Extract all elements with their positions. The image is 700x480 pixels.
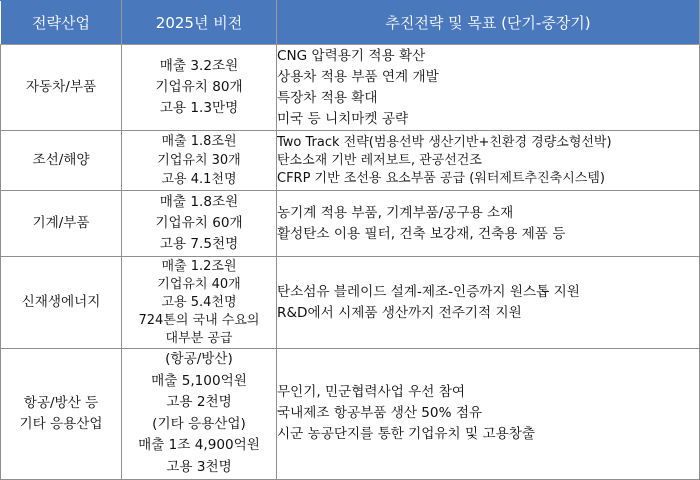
header-goals: 추진전략 및 목표 (단기-중장기)	[277, 1, 700, 45]
goal-line: R&D에서 시제품 생산까지 전주기적 지원	[277, 304, 522, 321]
goal-line: 특장차 적용 확대	[277, 89, 378, 106]
vision-line: 기업유치 60개	[155, 215, 243, 231]
goal-line: 상용차 적용 부품 연계 개발	[277, 68, 439, 85]
vision-line: 724톤의 국내 수요의	[138, 312, 260, 328]
goals-cell	[277, 131, 700, 191]
vision-cell	[122, 131, 277, 191]
vision-line: 고용 4.1천명	[161, 172, 237, 187]
vision-cell	[122, 349, 277, 480]
vision-line: 기업유치 30개	[157, 153, 241, 168]
table-row	[1, 131, 700, 191]
vision-cell	[122, 257, 277, 349]
table-row	[1, 191, 700, 257]
goals-cell	[277, 45, 700, 131]
industry-name: 조선/해양	[32, 152, 90, 168]
vision-line: (기타 응용산업)	[152, 415, 246, 432]
vision-line: 고용 3천명	[166, 458, 232, 475]
vision-cell	[122, 191, 277, 257]
vision-line: 기업유치 80개	[155, 79, 243, 95]
vision-line: 고용 5.4천명	[161, 294, 237, 310]
goal-line: 무인기, 민군협력사업 우선 참여	[277, 384, 465, 401]
table-row	[1, 257, 700, 349]
header-row	[1, 1, 700, 45]
goal-line: CFRP 기반 조선용 요소부품 공급 (워터제트추진축시스템)	[277, 170, 605, 186]
vision-line: 매출 1.8조원	[159, 194, 239, 210]
industry-cell	[1, 45, 122, 131]
industry-cell	[1, 191, 122, 257]
goal-line: 농기계 적용 부품, 기계부품/공구용 소재	[277, 204, 514, 221]
vision-line: 고용 7.5천명	[159, 236, 239, 252]
vision-line: 고용 1.3만명	[159, 100, 239, 116]
goal-line: Two Track 전략(범용선박 생산기반+친환경 경량소형선박)	[277, 134, 612, 150]
industry-cell	[1, 257, 122, 349]
goal-line: CNG 압력용기 적용 확산	[277, 47, 426, 64]
table-row	[1, 349, 700, 480]
goals-cell	[277, 349, 700, 480]
goal-line: 탄소섬유 블레이드 설계-제조-인증까지 원스톱 지원	[277, 283, 580, 300]
industry-name: 항공/방산 등	[23, 394, 99, 411]
table-row	[1, 45, 700, 131]
goal-line: 시군 농공단지를 통한 기업유치 및 고용창출	[277, 426, 535, 443]
goal-line: 국내제조 항공부품 생산 50% 점유	[277, 405, 483, 422]
industry-cell	[1, 131, 122, 191]
header-industry: 전략산업	[1, 1, 122, 45]
goal-line: 탄소소재 기반 레저보트, 관공선건조	[277, 152, 482, 168]
goals-cell	[277, 257, 700, 349]
goal-line: 미국 등 니치마켓 공략	[277, 110, 409, 127]
vision-line: 대부분 공급	[165, 330, 233, 346]
vision-line: 기업유치 40개	[157, 276, 241, 292]
industry-cell	[1, 349, 122, 480]
vision-line: 매출 1.8조원	[161, 134, 237, 149]
vision-line: 매출 1.2조원	[161, 258, 237, 274]
goal-line: 활성탄소 이용 필터, 건축 보강재, 건축용 제품 등	[277, 225, 566, 242]
vision-line: 매출 5,100억원	[151, 372, 247, 389]
vision-line: (항공/방산)	[165, 351, 233, 367]
industry-name: 기계/부품	[32, 215, 90, 231]
vision-line: 매출 3.2조원	[159, 58, 239, 74]
goals-cell	[277, 191, 700, 257]
industry-name: 신재생에너지	[21, 294, 101, 310]
vision-line: 매출 1조 4,900억원	[138, 437, 260, 454]
vision-cell	[122, 45, 277, 131]
header-vision: 2025년 비전	[122, 1, 277, 45]
industry-name: 자동차/부품	[25, 79, 97, 95]
industry-name: 기타 응용산업	[19, 415, 103, 432]
vision-line: 고용 2천명	[166, 394, 232, 411]
